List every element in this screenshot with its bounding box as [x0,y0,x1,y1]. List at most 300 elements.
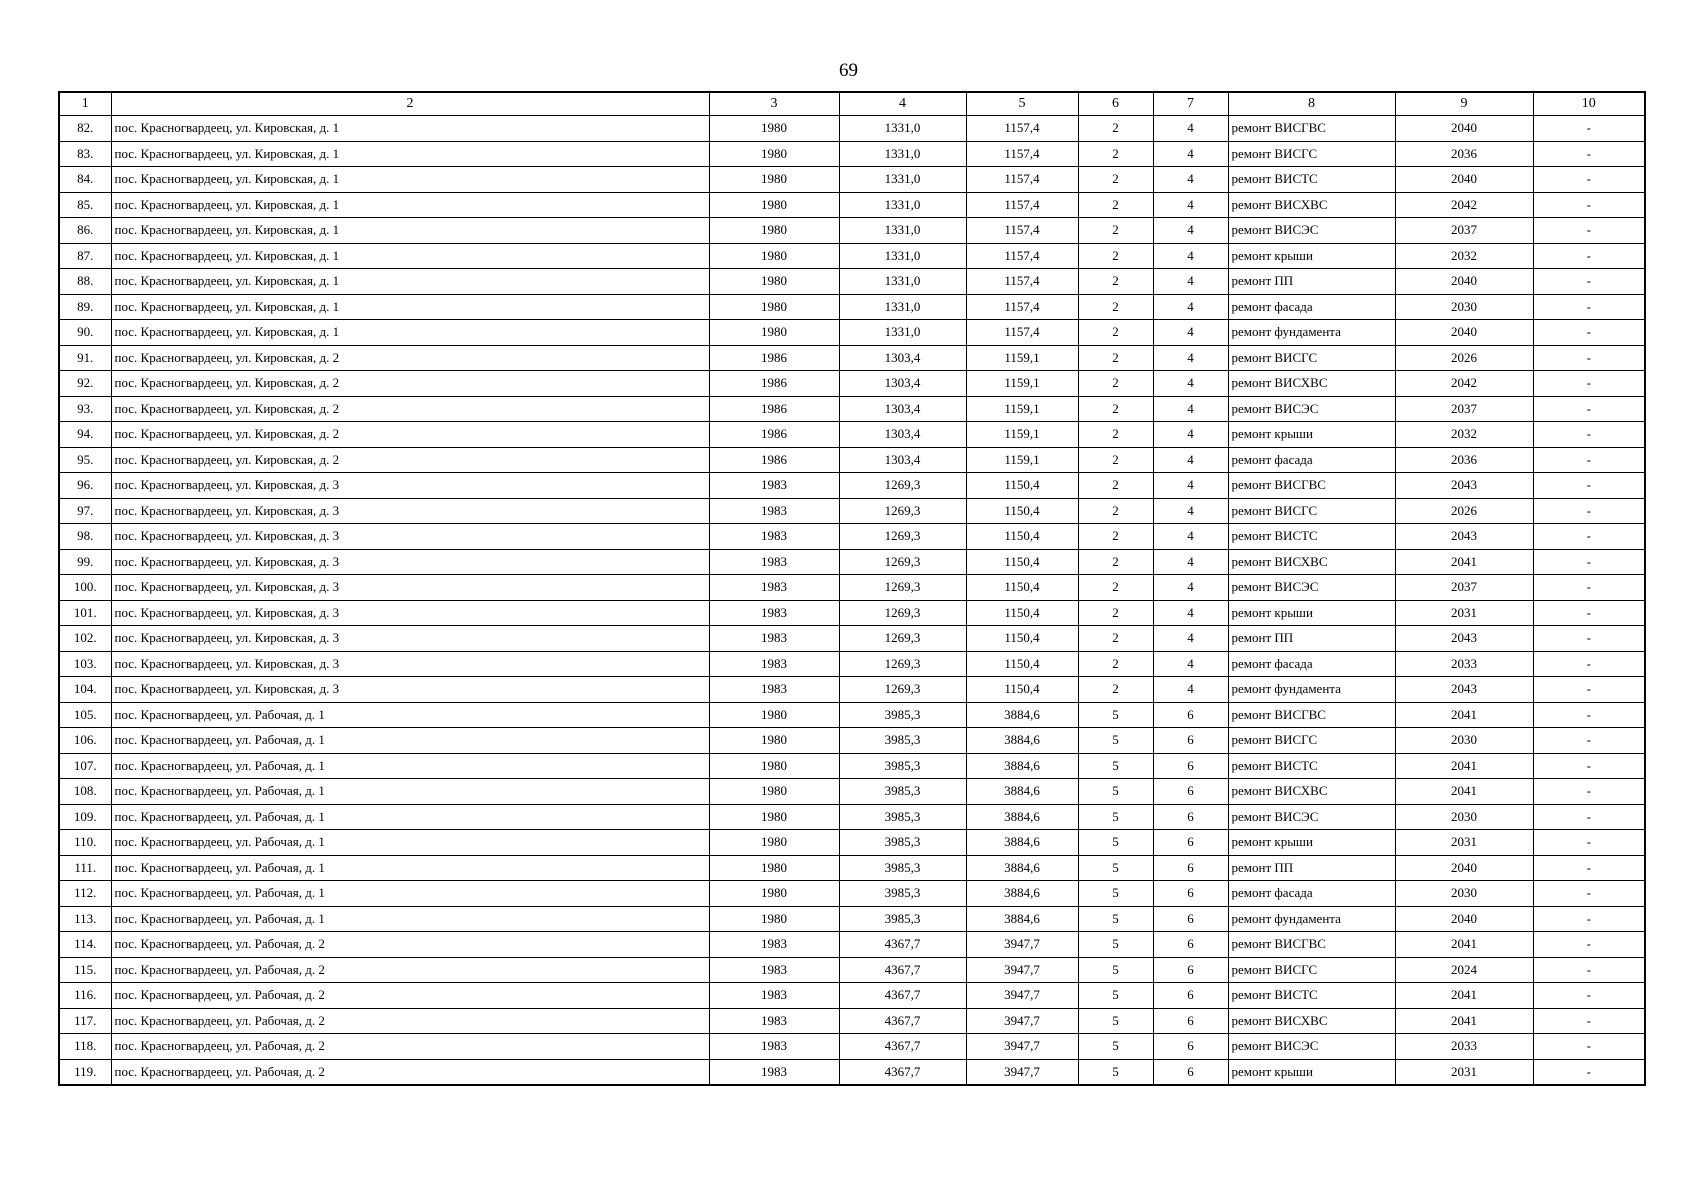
cell-work-type: ремонт ВИСГС [1228,728,1395,754]
cell-living-area: 1157,4 [966,192,1078,218]
cell-floors: 5 [1078,855,1153,881]
cell-year-built: 1980 [709,320,839,346]
page-number: 69 [839,60,858,81]
cell-living-area: 1150,4 [966,626,1078,652]
cell-row-number: 97. [59,498,111,524]
cell-address: пос. Красногвардеец, ул. Рабочая, д. 1 [111,906,709,932]
cell-work-type: ремонт фасада [1228,881,1395,907]
table-row [59,677,1645,703]
cell-entrances: 4 [1153,677,1228,703]
table-row [59,243,1645,269]
cell-address: пос. Красногвардеец, ул. Рабочая, д. 1 [111,728,709,754]
cell-year-built: 1980 [709,855,839,881]
cell-floors: 5 [1078,1008,1153,1034]
cell-floors: 2 [1078,524,1153,550]
table-row [59,575,1645,601]
cell-row-number: 94. [59,422,111,448]
cell-year-built: 1983 [709,626,839,652]
cell-row-number: 107. [59,753,111,779]
repair-schedule-table [58,91,1646,1086]
cell-work-type: ремонт крыши [1228,422,1395,448]
cell-floors: 2 [1078,549,1153,575]
cell-row-number: 111. [59,855,111,881]
table-row [59,396,1645,422]
cell-note: - [1533,294,1645,320]
table-row [59,473,1645,499]
cell-entrances: 4 [1153,345,1228,371]
cell-total-area: 1303,4 [839,396,966,422]
cell-entrances: 4 [1153,294,1228,320]
cell-total-area: 3985,3 [839,906,966,932]
cell-address: пос. Красногвардеец, ул. Рабочая, д. 1 [111,804,709,830]
cell-living-area: 3884,6 [966,906,1078,932]
cell-entrances: 4 [1153,473,1228,499]
cell-year-built: 1983 [709,549,839,575]
cell-entrances: 6 [1153,804,1228,830]
cell-planned-year: 2032 [1395,422,1533,448]
cell-work-type: ремонт ВИСТС [1228,167,1395,193]
cell-floors: 2 [1078,116,1153,142]
cell-entrances: 4 [1153,498,1228,524]
cell-year-built: 1986 [709,371,839,397]
table-row [59,294,1645,320]
table-row [59,549,1645,575]
cell-note: - [1533,473,1645,499]
cell-entrances: 4 [1153,575,1228,601]
cell-address: пос. Красногвардеец, ул. Кировская, д. 1 [111,192,709,218]
cell-floors: 5 [1078,728,1153,754]
cell-year-built: 1983 [709,1008,839,1034]
cell-floors: 2 [1078,498,1153,524]
cell-note: - [1533,345,1645,371]
column-header: 3 [709,92,839,116]
cell-total-area: 4367,7 [839,932,966,958]
cell-row-number: 115. [59,957,111,983]
table-row [59,116,1645,142]
cell-work-type: ремонт ВИСТС [1228,983,1395,1009]
cell-entrances: 6 [1153,1008,1228,1034]
cell-note: - [1533,983,1645,1009]
cell-year-built: 1980 [709,779,839,805]
cell-row-number: 114. [59,932,111,958]
cell-note: - [1533,524,1645,550]
cell-floors: 2 [1078,294,1153,320]
cell-planned-year: 2042 [1395,371,1533,397]
table-row [59,651,1645,677]
cell-floors: 2 [1078,651,1153,677]
header-row [59,92,1645,116]
cell-address: пос. Красногвардеец, ул. Кировская, д. 1 [111,218,709,244]
cell-entrances: 6 [1153,753,1228,779]
cell-entrances: 4 [1153,320,1228,346]
cell-total-area: 1331,0 [839,269,966,295]
cell-work-type: ремонт ВИСХВС [1228,371,1395,397]
cell-total-area: 4367,7 [839,983,966,1009]
cell-note: - [1533,141,1645,167]
cell-floors: 5 [1078,753,1153,779]
cell-note: - [1533,320,1645,346]
cell-address: пос. Красногвардеец, ул. Кировская, д. 2 [111,345,709,371]
cell-entrances: 6 [1153,983,1228,1009]
cell-note: - [1533,957,1645,983]
cell-total-area: 1269,3 [839,651,966,677]
cell-year-built: 1983 [709,932,839,958]
cell-work-type: ремонт ПП [1228,269,1395,295]
cell-floors: 5 [1078,702,1153,728]
cell-address: пос. Красногвардеец, ул. Кировская, д. 3 [111,549,709,575]
cell-total-area: 1331,0 [839,320,966,346]
cell-total-area: 1269,3 [839,524,966,550]
table-row [59,983,1645,1009]
cell-living-area: 1159,1 [966,447,1078,473]
cell-note: - [1533,804,1645,830]
cell-row-number: 98. [59,524,111,550]
cell-note: - [1533,1008,1645,1034]
table-row [59,804,1645,830]
cell-total-area: 1269,3 [839,498,966,524]
cell-planned-year: 2040 [1395,320,1533,346]
cell-year-built: 1983 [709,498,839,524]
cell-total-area: 1269,3 [839,677,966,703]
cell-address: пос. Красногвардеец, ул. Рабочая, д. 2 [111,983,709,1009]
cell-total-area: 1269,3 [839,600,966,626]
cell-floors: 2 [1078,626,1153,652]
cell-row-number: 103. [59,651,111,677]
cell-total-area: 1303,4 [839,447,966,473]
table-row [59,881,1645,907]
cell-note: - [1533,1034,1645,1060]
cell-year-built: 1980 [709,243,839,269]
cell-work-type: ремонт ВИСГВС [1228,932,1395,958]
cell-total-area: 3985,3 [839,728,966,754]
cell-year-built: 1986 [709,345,839,371]
cell-address: пос. Красногвардеец, ул. Рабочая, д. 2 [111,932,709,958]
cell-living-area: 1150,4 [966,575,1078,601]
cell-living-area: 1150,4 [966,651,1078,677]
cell-entrances: 6 [1153,932,1228,958]
cell-floors: 2 [1078,422,1153,448]
cell-living-area: 1157,4 [966,243,1078,269]
cell-entrances: 4 [1153,447,1228,473]
cell-entrances: 6 [1153,702,1228,728]
cell-note: - [1533,702,1645,728]
cell-total-area: 4367,7 [839,1034,966,1060]
cell-total-area: 3985,3 [839,753,966,779]
cell-floors: 5 [1078,804,1153,830]
cell-note: - [1533,626,1645,652]
cell-living-area: 1159,1 [966,422,1078,448]
cell-total-area: 1269,3 [839,575,966,601]
cell-year-built: 1986 [709,447,839,473]
cell-work-type: ремонт ВИСХВС [1228,192,1395,218]
cell-planned-year: 2026 [1395,345,1533,371]
cell-planned-year: 2031 [1395,600,1533,626]
cell-work-type: ремонт ВИСЭС [1228,804,1395,830]
cell-living-area: 1150,4 [966,677,1078,703]
cell-work-type: ремонт крыши [1228,600,1395,626]
table-row [59,932,1645,958]
cell-row-number: 93. [59,396,111,422]
cell-living-area: 3884,6 [966,753,1078,779]
cell-planned-year: 2030 [1395,294,1533,320]
cell-total-area: 1303,4 [839,371,966,397]
cell-year-built: 1983 [709,524,839,550]
cell-living-area: 3947,7 [966,957,1078,983]
cell-planned-year: 2024 [1395,957,1533,983]
cell-entrances: 4 [1153,651,1228,677]
cell-address: пос. Красногвардеец, ул. Кировская, д. 3 [111,575,709,601]
cell-planned-year: 2041 [1395,753,1533,779]
table-row [59,498,1645,524]
cell-work-type: ремонт ПП [1228,855,1395,881]
cell-address: пос. Красногвардеец, ул. Кировская, д. 1 [111,269,709,295]
cell-year-built: 1983 [709,957,839,983]
cell-living-area: 3884,6 [966,804,1078,830]
cell-note: - [1533,116,1645,142]
cell-planned-year: 2041 [1395,932,1533,958]
table-row [59,906,1645,932]
cell-row-number: 117. [59,1008,111,1034]
cell-year-built: 1983 [709,1034,839,1060]
cell-year-built: 1980 [709,141,839,167]
cell-year-built: 1983 [709,575,839,601]
cell-work-type: ремонт крыши [1228,243,1395,269]
cell-note: - [1533,192,1645,218]
cell-total-area: 3985,3 [839,830,966,856]
cell-year-built: 1983 [709,473,839,499]
cell-year-built: 1983 [709,1059,839,1085]
cell-total-area: 1331,0 [839,192,966,218]
cell-living-area: 1157,4 [966,167,1078,193]
cell-living-area: 3947,7 [966,932,1078,958]
cell-floors: 2 [1078,575,1153,601]
column-header: 5 [966,92,1078,116]
cell-note: - [1533,447,1645,473]
cell-floors: 5 [1078,932,1153,958]
cell-note: - [1533,243,1645,269]
cell-work-type: ремонт фундамента [1228,677,1395,703]
cell-note: - [1533,830,1645,856]
cell-row-number: 96. [59,473,111,499]
cell-year-built: 1986 [709,422,839,448]
cell-note: - [1533,651,1645,677]
cell-planned-year: 2032 [1395,243,1533,269]
cell-floors: 2 [1078,192,1153,218]
cell-year-built: 1983 [709,600,839,626]
cell-entrances: 4 [1153,626,1228,652]
table-row [59,371,1645,397]
cell-entrances: 6 [1153,830,1228,856]
table-row [59,626,1645,652]
cell-entrances: 6 [1153,957,1228,983]
cell-year-built: 1980 [709,881,839,907]
cell-planned-year: 2040 [1395,116,1533,142]
cell-year-built: 1980 [709,218,839,244]
cell-entrances: 4 [1153,243,1228,269]
cell-note: - [1533,498,1645,524]
cell-address: пос. Красногвардеец, ул. Кировская, д. 3 [111,473,709,499]
cell-row-number: 99. [59,549,111,575]
cell-work-type: ремонт фасада [1228,651,1395,677]
cell-row-number: 101. [59,600,111,626]
cell-year-built: 1980 [709,192,839,218]
cell-planned-year: 2042 [1395,192,1533,218]
cell-planned-year: 2030 [1395,804,1533,830]
cell-planned-year: 2041 [1395,779,1533,805]
cell-living-area: 3947,7 [966,1008,1078,1034]
cell-entrances: 4 [1153,116,1228,142]
cell-living-area: 1159,1 [966,345,1078,371]
cell-work-type: ремонт фасада [1228,447,1395,473]
cell-row-number: 116. [59,983,111,1009]
cell-year-built: 1980 [709,167,839,193]
cell-year-built: 1983 [709,677,839,703]
cell-floors: 2 [1078,345,1153,371]
cell-work-type: ремонт ВИСЭС [1228,396,1395,422]
cell-address: пос. Красногвардеец, ул. Кировская, д. 1 [111,320,709,346]
cell-floors: 2 [1078,371,1153,397]
cell-total-area: 4367,7 [839,1008,966,1034]
cell-floors: 5 [1078,1059,1153,1085]
cell-entrances: 4 [1153,192,1228,218]
cell-living-area: 1150,4 [966,473,1078,499]
cell-planned-year: 2037 [1395,396,1533,422]
cell-entrances: 6 [1153,855,1228,881]
cell-note: - [1533,167,1645,193]
table-row [59,855,1645,881]
cell-entrances: 4 [1153,600,1228,626]
table-row [59,702,1645,728]
cell-entrances: 4 [1153,167,1228,193]
table-row [59,524,1645,550]
cell-row-number: 92. [59,371,111,397]
cell-living-area: 1159,1 [966,371,1078,397]
cell-work-type: ремонт фундамента [1228,906,1395,932]
cell-year-built: 1980 [709,269,839,295]
table-row [59,1008,1645,1034]
cell-work-type: ремонт ВИСХВС [1228,549,1395,575]
cell-note: - [1533,371,1645,397]
cell-planned-year: 2040 [1395,906,1533,932]
table-row [59,1059,1645,1085]
cell-address: пос. Красногвардеец, ул. Кировская, д. 3 [111,651,709,677]
cell-living-area: 1150,4 [966,524,1078,550]
cell-living-area: 3947,7 [966,1059,1078,1085]
cell-address: пос. Красногвардеец, ул. Кировская, д. 1 [111,167,709,193]
cell-living-area: 1159,1 [966,396,1078,422]
cell-row-number: 85. [59,192,111,218]
cell-work-type: ремонт ВИСТС [1228,524,1395,550]
cell-living-area: 3884,6 [966,881,1078,907]
cell-planned-year: 2037 [1395,575,1533,601]
cell-row-number: 91. [59,345,111,371]
cell-row-number: 108. [59,779,111,805]
cell-planned-year: 2043 [1395,473,1533,499]
cell-total-area: 1269,3 [839,626,966,652]
cell-total-area: 1331,0 [839,294,966,320]
cell-work-type: ремонт фасада [1228,294,1395,320]
cell-address: пос. Красногвардеец, ул. Кировская, д. 2 [111,422,709,448]
cell-planned-year: 2043 [1395,626,1533,652]
cell-living-area: 1157,4 [966,269,1078,295]
cell-note: - [1533,1059,1645,1085]
cell-entrances: 6 [1153,1034,1228,1060]
cell-address: пос. Красногвардеец, ул. Рабочая, д. 2 [111,1059,709,1085]
cell-work-type: ремонт ВИСГВС [1228,473,1395,499]
cell-floors: 5 [1078,906,1153,932]
cell-note: - [1533,728,1645,754]
cell-year-built: 1986 [709,396,839,422]
cell-work-type: ремонт ВИСЭС [1228,218,1395,244]
cell-note: - [1533,218,1645,244]
cell-note: - [1533,906,1645,932]
cell-living-area: 3884,6 [966,702,1078,728]
cell-row-number: 84. [59,167,111,193]
table-row [59,728,1645,754]
cell-planned-year: 2043 [1395,677,1533,703]
cell-floors: 2 [1078,677,1153,703]
cell-row-number: 118. [59,1034,111,1060]
column-header: 9 [1395,92,1533,116]
table-row [59,192,1645,218]
cell-planned-year: 2036 [1395,141,1533,167]
cell-address: пос. Красногвардеец, ул. Кировская, д. 1 [111,116,709,142]
cell-floors: 5 [1078,983,1153,1009]
cell-address: пос. Красногвардеец, ул. Рабочая, д. 2 [111,1034,709,1060]
table-row [59,269,1645,295]
cell-year-built: 1980 [709,830,839,856]
cell-year-built: 1980 [709,116,839,142]
cell-address: пос. Красногвардеец, ул. Кировская, д. 3 [111,600,709,626]
cell-planned-year: 2033 [1395,651,1533,677]
cell-living-area: 1150,4 [966,600,1078,626]
table-row [59,422,1645,448]
cell-floors: 2 [1078,320,1153,346]
cell-living-area: 1150,4 [966,549,1078,575]
cell-living-area: 1157,4 [966,294,1078,320]
cell-living-area: 1157,4 [966,141,1078,167]
cell-entrances: 4 [1153,396,1228,422]
cell-total-area: 3985,3 [839,702,966,728]
cell-planned-year: 2043 [1395,524,1533,550]
table-row [59,218,1645,244]
cell-entrances: 6 [1153,881,1228,907]
cell-note: - [1533,396,1645,422]
cell-note: - [1533,677,1645,703]
cell-row-number: 113. [59,906,111,932]
cell-entrances: 6 [1153,779,1228,805]
cell-entrances: 4 [1153,371,1228,397]
cell-address: пос. Красногвардеец, ул. Рабочая, д. 1 [111,753,709,779]
table-row [59,345,1645,371]
cell-entrances: 4 [1153,422,1228,448]
cell-note: - [1533,753,1645,779]
cell-total-area: 1269,3 [839,549,966,575]
table-row [59,320,1645,346]
cell-living-area: 3884,6 [966,728,1078,754]
cell-floors: 2 [1078,218,1153,244]
cell-entrances: 4 [1153,218,1228,244]
cell-living-area: 3884,6 [966,830,1078,856]
table-row [59,167,1645,193]
cell-note: - [1533,855,1645,881]
table-row [59,141,1645,167]
column-header: 6 [1078,92,1153,116]
cell-note: - [1533,932,1645,958]
cell-work-type: ремонт ВИСТС [1228,753,1395,779]
cell-address: пос. Красногвардеец, ул. Кировская, д. 1 [111,141,709,167]
cell-address: пос. Красногвардеец, ул. Рабочая, д. 1 [111,855,709,881]
